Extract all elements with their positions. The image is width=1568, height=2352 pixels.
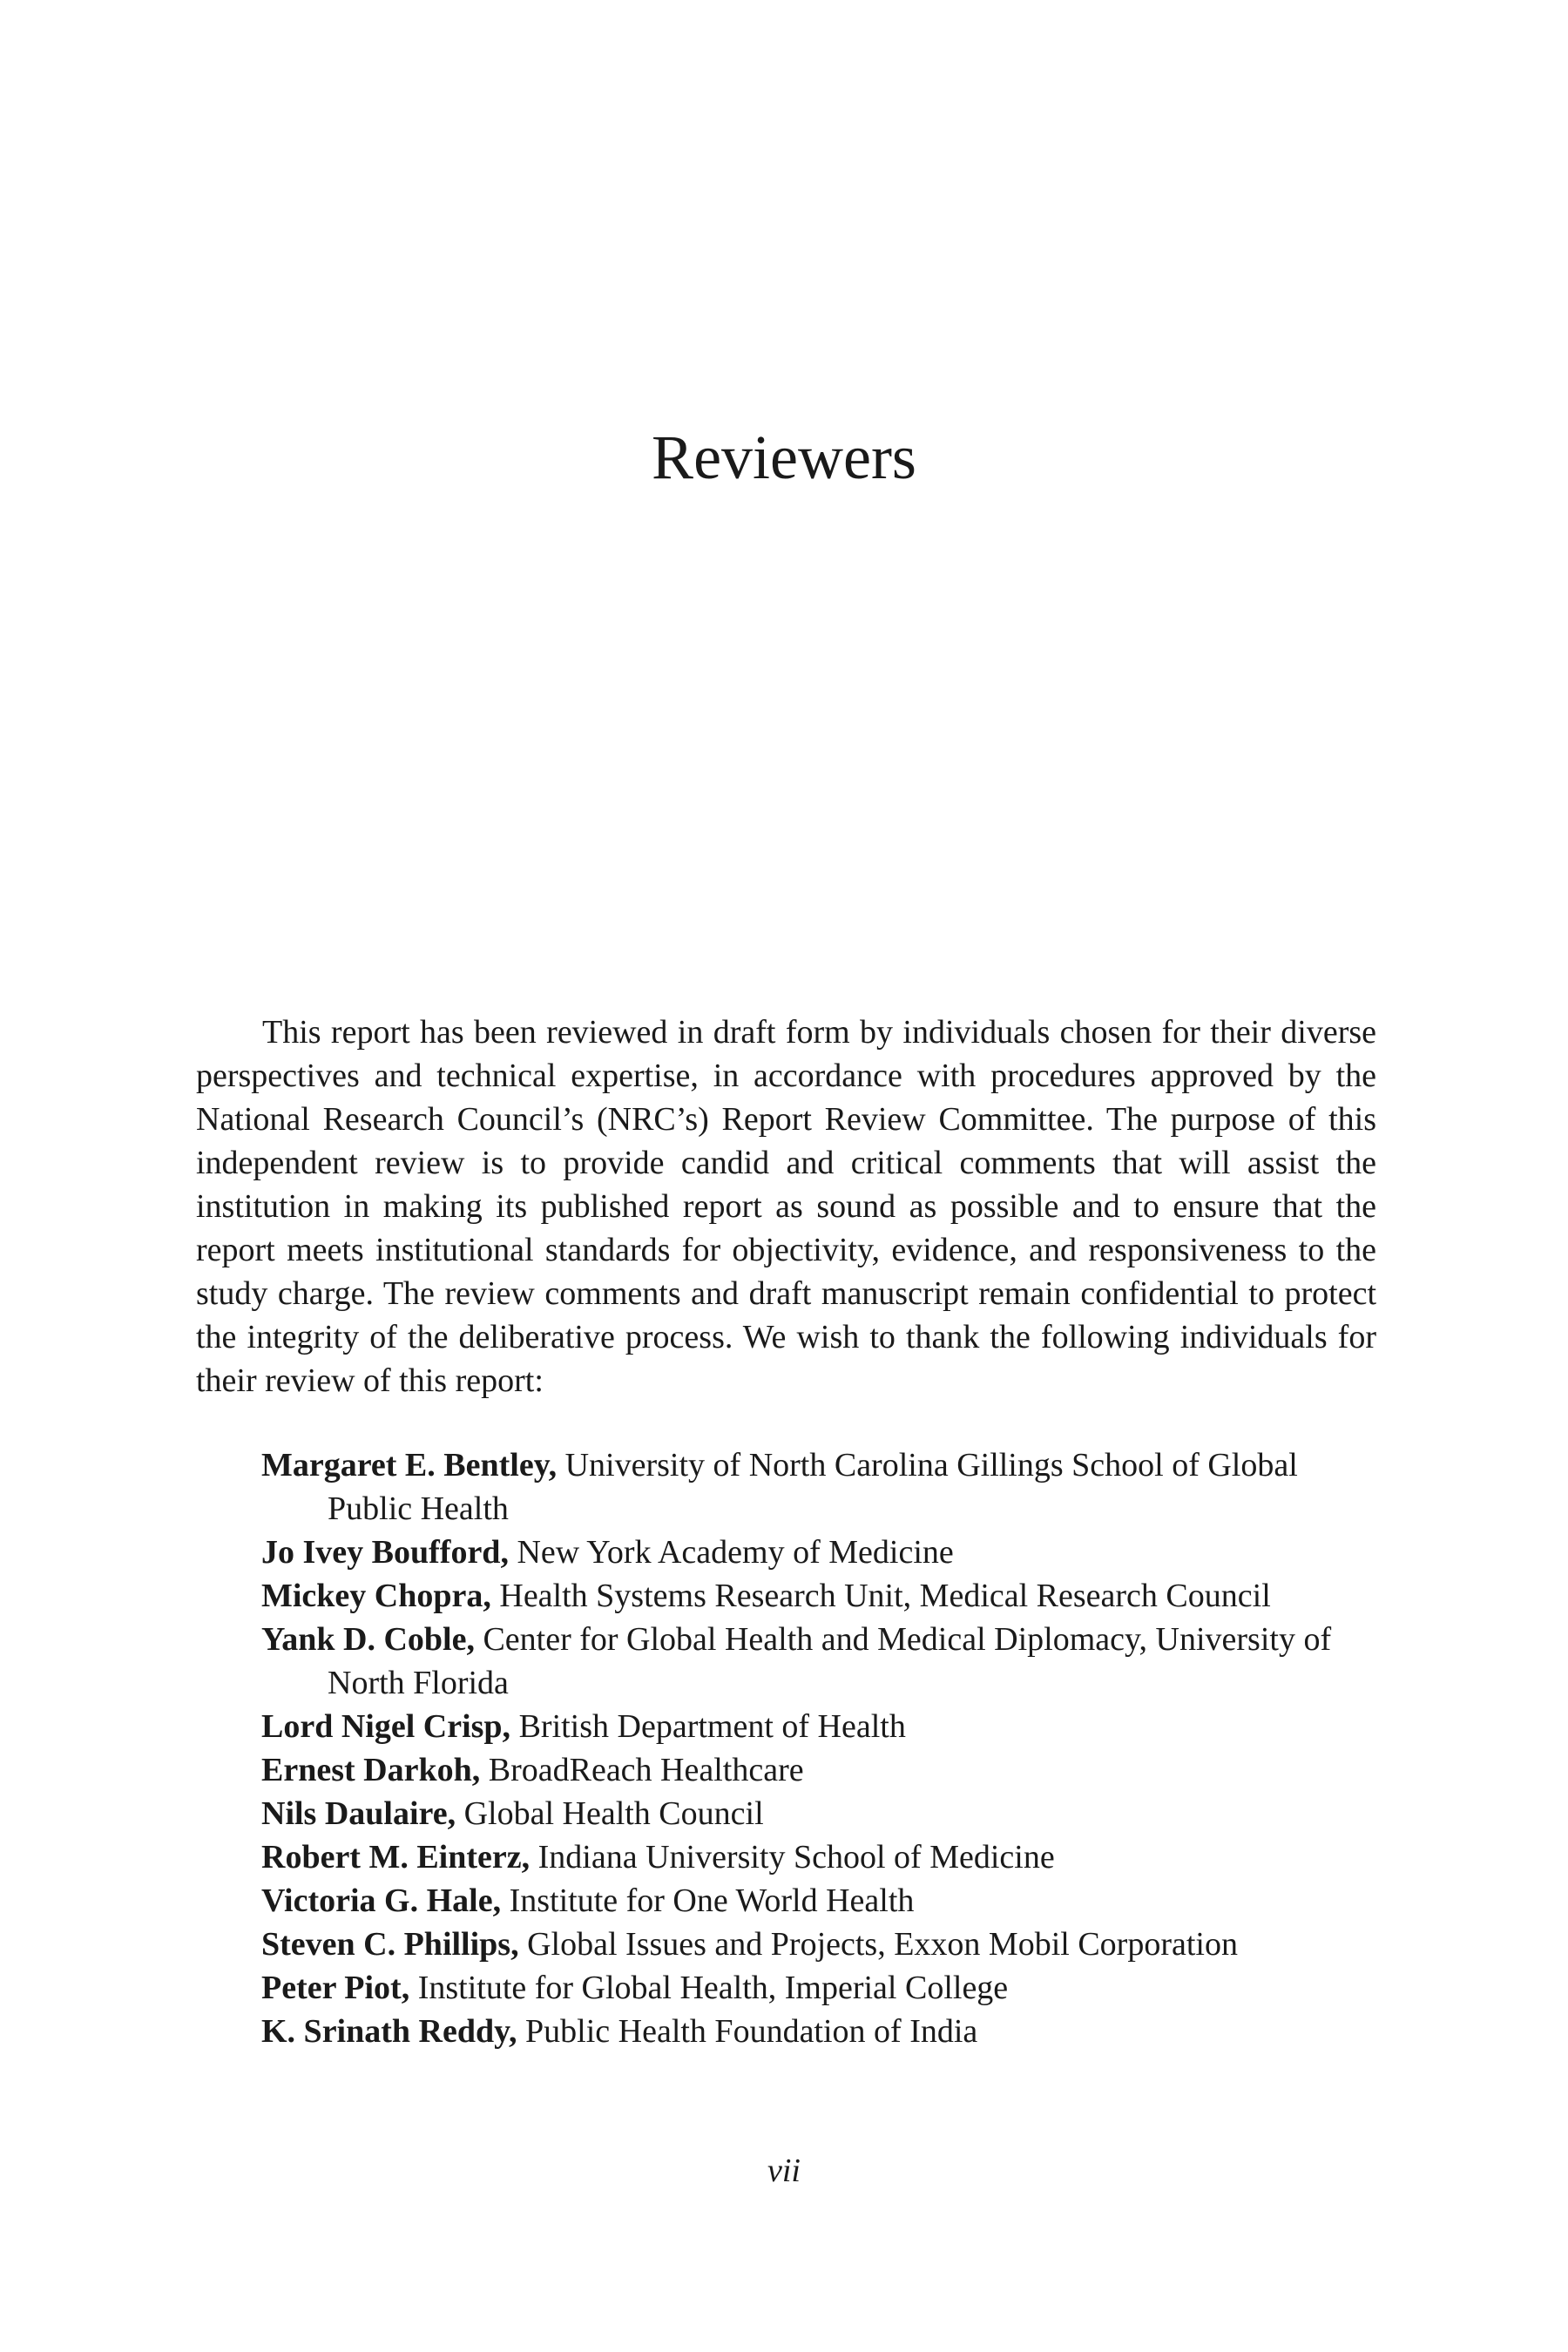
reviewer-name: Nils Daulaire, [261, 1795, 456, 1832]
reviewer-name: Victoria G. Hale, [261, 1882, 502, 1919]
reviewer-name: Lord Nigel Crisp, [261, 1708, 511, 1745]
reviewer-item [261, 1792, 1376, 1835]
reviewer-affiliation: Institute for One World Health [509, 1882, 915, 1919]
reviewer-affiliation: Health Systems Research Unit, Medical Research Council [499, 1578, 1271, 1614]
reviewer-item [261, 1748, 1376, 1792]
reviewer-affiliation: BroadReach Healthcare [488, 1752, 804, 1788]
page-number: vii [767, 2153, 801, 2189]
reviewer-list [261, 1443, 1376, 2053]
reviewer-item [261, 1618, 1376, 1705]
reviewer-name: Robert M. Einterz, [261, 1839, 531, 1876]
reviewer-item [261, 1923, 1376, 1966]
reviewer-item [261, 2010, 1376, 2053]
reviewer-affiliation: Public Health Foundation of India [525, 2013, 978, 2050]
page-title: Reviewers [652, 422, 916, 492]
reviewer-affiliation: Global Issues and Projects, Exxon Mobil Corporation [527, 1926, 1238, 1963]
reviewer-affiliation: Global Health Council [463, 1795, 764, 1832]
reviewer-item [261, 1574, 1376, 1618]
reviewer-name: Ernest Darkoh, [261, 1752, 481, 1788]
reviewer-name: Jo Ivey Boufford, [261, 1534, 509, 1571]
reviewer-item [261, 1879, 1376, 1923]
reviewer-item [261, 1531, 1376, 1574]
reviewer-name: Peter Piot, [261, 1970, 410, 2006]
reviewer-name: Margaret E. Bentley, [261, 1447, 558, 1484]
reviewer-name: Mickey Chopra, [261, 1578, 491, 1614]
reviewer-name: Steven C. Phillips, [261, 1926, 519, 1963]
reviewer-item [261, 1966, 1376, 2010]
reviewer-affiliation: British Department of Health [518, 1708, 906, 1745]
reviewer-affiliation: New York Academy of Medicine [517, 1534, 954, 1571]
reviewer-affiliation: Center for Global Health and Medical Diplomacy, University of North Florida [328, 1621, 1332, 1701]
reviewer-item [261, 1443, 1376, 1531]
reviewer-affiliation: Indiana University School of Medicine [537, 1839, 1055, 1876]
reviewer-name: Yank D. Coble, [261, 1621, 475, 1658]
reviewer-item [261, 1705, 1376, 1748]
reviewer-item [261, 1835, 1376, 1879]
intro-paragraph: This report has been reviewed in draft form by individuals chosen for their diverse perspectives and technical expertise, in accordance with procedures approved by the National Research Council’s (NRC’s) Report Review Committee. The purpose of this independent review is to provide candid and critical comments that will assist the institution in making its published report as sound as possible and to ensure that the report meets institutional standards for objectivity, evidence, and responsiveness to the study charge. The review comments and draft manuscript remain confidential to protect the integrity of the deliberative process. We wish to thank the following individuals for their review of this report: [196, 1014, 1376, 1399]
reviewer-affiliation: Institute for Global Health, Imperial College [417, 1970, 1009, 2006]
reviewer-affiliation: University of North Carolina Gillings School of Global Public Health [328, 1447, 1298, 1527]
reviewer-name: K. Srinath Reddy, [261, 2013, 517, 2050]
